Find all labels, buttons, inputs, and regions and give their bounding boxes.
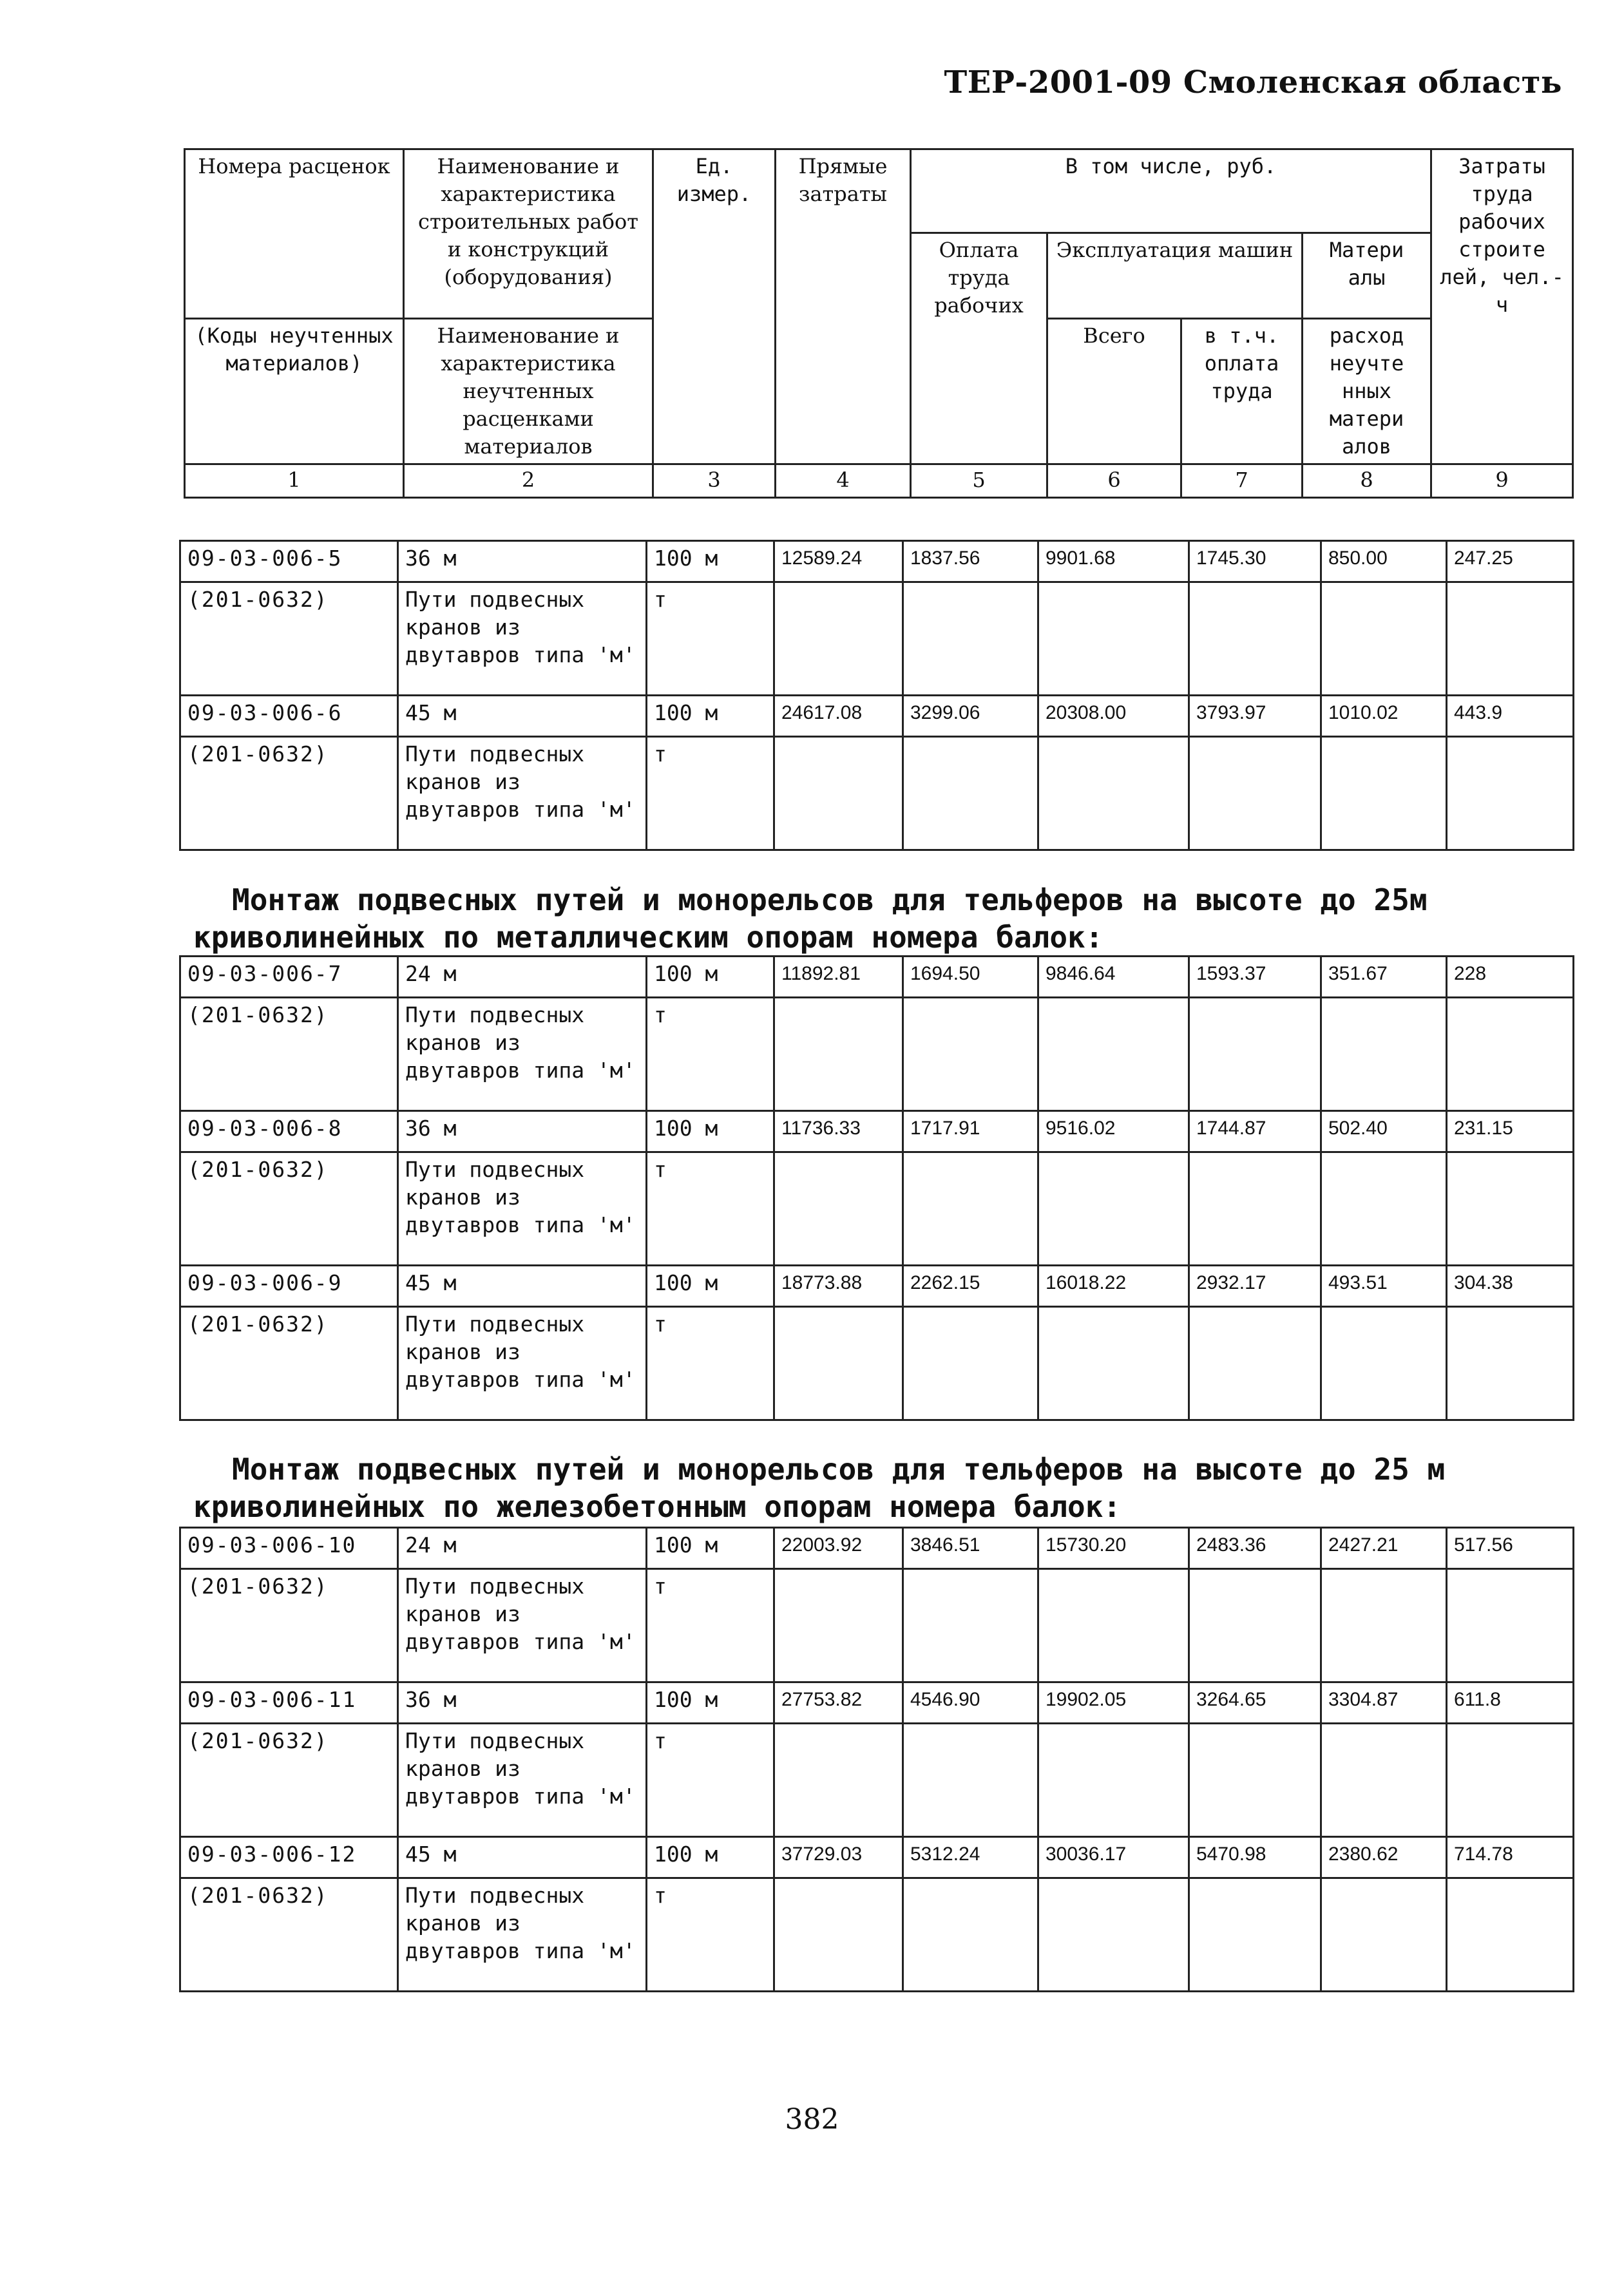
machines-labor: 1593.37 (1189, 957, 1321, 998)
material-code: (201-0632) (180, 998, 398, 1111)
direct-costs: 27753.82 (774, 1682, 903, 1724)
unit: т (647, 998, 774, 1111)
unit: т (647, 1569, 774, 1682)
rate-code: 09-03-006-9 (180, 1266, 398, 1307)
unit: т (647, 1724, 774, 1837)
unit: 100 м (647, 1111, 774, 1152)
rate-code: 09-03-006-5 (180, 541, 398, 582)
work-name: 45 м (398, 696, 647, 737)
materials: 1010.02 (1321, 696, 1447, 737)
table-row (180, 1569, 1574, 1682)
materials: 2427.21 (1321, 1528, 1447, 1569)
machines-total: 16018.22 (1038, 1266, 1189, 1307)
materials: 850.00 (1321, 541, 1447, 582)
material-code: (201-0632) (180, 1152, 398, 1266)
table-row (180, 1152, 1574, 1266)
unit: 100 м (647, 957, 774, 998)
table-row (180, 582, 1574, 696)
unit: т (647, 1152, 774, 1266)
rate-code: 09-03-006-8 (180, 1111, 398, 1152)
direct-costs: 18773.88 (774, 1266, 903, 1307)
header-group: В том числе, руб. (911, 149, 1431, 233)
material-name: Пути подвесных кранов из двутавров типа 'м' (398, 1724, 647, 1837)
machines-total: 15730.20 (1038, 1528, 1189, 1569)
table-row (180, 1307, 1574, 1420)
header-col5: Оплата труда рабочих (911, 233, 1047, 464)
labor-pay: 5312.24 (903, 1837, 1038, 1878)
table-row (180, 737, 1574, 850)
labor-pay: 1837.56 (903, 541, 1038, 582)
material-name: Пути подвесных кранов из двутавров типа 'м' (398, 1878, 647, 1992)
table-row (180, 998, 1574, 1111)
materials: 502.40 (1321, 1111, 1447, 1152)
materials: 2380.62 (1321, 1837, 1447, 1878)
unit: т (647, 737, 774, 850)
machines-labor: 2483.36 (1189, 1528, 1321, 1569)
column-number: 1 (185, 464, 404, 498)
header-col7: в т.ч. оплата труда (1181, 319, 1303, 464)
column-number: 2 (404, 464, 653, 498)
column-number: 5 (911, 464, 1047, 498)
labor-hours: 611.8 (1447, 1682, 1574, 1724)
material-code: (201-0632) (180, 1307, 398, 1420)
header-machines: Эксплуатация машин (1047, 233, 1303, 319)
labor-pay: 1717.91 (903, 1111, 1038, 1152)
labor-pay: 3299.06 (903, 696, 1038, 737)
work-name: 36 м (398, 541, 647, 582)
machines-labor: 1745.30 (1189, 541, 1321, 582)
column-number: 8 (1303, 464, 1431, 498)
work-name: 36 м (398, 1111, 647, 1152)
material-name: Пути подвесных кранов из двутавров типа 'м' (398, 1569, 647, 1682)
labor-pay: 1694.50 (903, 957, 1038, 998)
direct-costs: 24617.08 (774, 696, 903, 737)
material-code: (201-0632) (180, 1724, 398, 1837)
machines-labor: 3793.97 (1189, 696, 1321, 737)
header-col8-top: Матери алы (1303, 233, 1431, 319)
table-row (180, 1528, 1574, 1569)
machines-total: 30036.17 (1038, 1837, 1189, 1878)
rate-code: 09-03-006-11 (180, 1682, 398, 1724)
material-name: Пути подвесных кранов из двутавров типа 'м' (398, 1152, 647, 1266)
work-name: 45 м (398, 1266, 647, 1307)
direct-costs: 11892.81 (774, 957, 903, 998)
header-table (184, 148, 1574, 499)
work-name: 45 м (398, 1837, 647, 1878)
unit: 100 м (647, 1528, 774, 1569)
table-row (180, 1878, 1574, 1992)
work-name: 36 м (398, 1682, 647, 1724)
header-col1-top: Номера расценок (185, 149, 404, 319)
labor-pay: 4546.90 (903, 1682, 1038, 1724)
labor-pay: 2262.15 (903, 1266, 1038, 1307)
table-row (180, 1837, 1574, 1878)
materials: 493.51 (1321, 1266, 1447, 1307)
machines-labor: 3264.65 (1189, 1682, 1321, 1724)
rates-table-1 (179, 540, 1574, 851)
column-number: 9 (1431, 464, 1573, 498)
header-col6: Всего (1047, 319, 1181, 464)
rate-code: 09-03-006-6 (180, 696, 398, 737)
material-name: Пути подвесных кранов из двутавров типа 'м' (398, 582, 647, 696)
unit: т (647, 1307, 774, 1420)
column-number: 4 (776, 464, 911, 498)
material-code: (201-0632) (180, 1569, 398, 1682)
material-code: (201-0632) (180, 1878, 398, 1992)
unit: т (647, 582, 774, 696)
labor-hours: 517.56 (1447, 1528, 1574, 1569)
material-name: Пути подвесных кранов из двутавров типа 'м' (398, 1307, 647, 1420)
direct-costs: 37729.03 (774, 1837, 903, 1878)
rate-code: 09-03-006-7 (180, 957, 398, 998)
unit: 100 м (647, 1837, 774, 1878)
labor-hours: 714.78 (1447, 1837, 1574, 1878)
unit: т (647, 1878, 774, 1992)
materials: 351.67 (1321, 957, 1447, 998)
materials: 3304.87 (1321, 1682, 1447, 1724)
machines-labor: 1744.87 (1189, 1111, 1321, 1152)
machines-total: 9846.64 (1038, 957, 1189, 998)
header-col3: Ед. измер. (653, 149, 776, 464)
material-code: (201-0632) (180, 737, 398, 850)
page-number: 382 (785, 2103, 839, 2136)
document-title: ТЕР-2001-09 Смоленская область (944, 64, 1562, 100)
rate-code: 09-03-006-12 (180, 1837, 398, 1878)
table-row (180, 1111, 1574, 1152)
section-title: Монтаж подвесных путей и монорельсов для тельферов на высоте до 25м криволинейных по металлическим опорам номера балок: (193, 882, 1428, 955)
machines-total: 9516.02 (1038, 1111, 1189, 1152)
labor-hours: 247.25 (1447, 541, 1574, 582)
unit: 100 м (647, 1682, 774, 1724)
labor-hours: 443.9 (1447, 696, 1574, 737)
work-name: 24 м (398, 957, 647, 998)
column-number: 7 (1181, 464, 1303, 498)
material-name: Пути подвесных кранов из двутавров типа 'м' (398, 737, 647, 850)
labor-hours: 304.38 (1447, 1266, 1574, 1307)
table-row (180, 1724, 1574, 1837)
header-col2-top: Наименование и характеристика строительных работ и конструкций (оборудования) (404, 149, 653, 319)
direct-costs: 11736.33 (774, 1111, 903, 1152)
table-row (180, 1266, 1574, 1307)
machines-total: 19902.05 (1038, 1682, 1189, 1724)
machines-labor: 5470.98 (1189, 1837, 1321, 1878)
header-col1-bottom: (Коды неучтенных материалов) (185, 319, 404, 464)
rates-table-2 (179, 955, 1574, 1421)
header-col8-bottom: расход неучте нных матери алов (1303, 319, 1431, 464)
labor-pay: 3846.51 (903, 1528, 1038, 1569)
table-row (180, 541, 1574, 582)
rate-code: 09-03-006-10 (180, 1528, 398, 1569)
work-name: 24 м (398, 1528, 647, 1569)
unit: 100 м (647, 541, 774, 582)
table-row (180, 1682, 1574, 1724)
unit: 100 м (647, 696, 774, 737)
header-col9: Затраты труда рабочих строите лей, чел.-ч (1431, 149, 1573, 464)
section-title: Монтаж подвесных путей и монорельсов для тельферов на высоте до 25 м криволинейных по железобетонным опорам номера балок: (193, 1452, 1446, 1524)
column-number: 6 (1047, 464, 1181, 498)
header-col4: Прямые затраты (776, 149, 911, 464)
machines-labor: 2932.17 (1189, 1266, 1321, 1307)
labor-hours: 228 (1447, 957, 1574, 998)
column-number: 3 (653, 464, 776, 498)
direct-costs: 22003.92 (774, 1528, 903, 1569)
table-row (180, 696, 1574, 737)
direct-costs: 12589.24 (774, 541, 903, 582)
machines-total: 20308.00 (1038, 696, 1189, 737)
material-code: (201-0632) (180, 582, 398, 696)
unit: 100 м (647, 1266, 774, 1307)
table-row (180, 957, 1574, 998)
machines-total: 9901.68 (1038, 541, 1189, 582)
labor-hours: 231.15 (1447, 1111, 1574, 1152)
header-col2-bottom: Наименование и характеристика неучтенных расценками материалов (404, 319, 653, 464)
material-name: Пути подвесных кранов из двутавров типа 'м' (398, 998, 647, 1111)
rates-table-3 (179, 1527, 1574, 1992)
